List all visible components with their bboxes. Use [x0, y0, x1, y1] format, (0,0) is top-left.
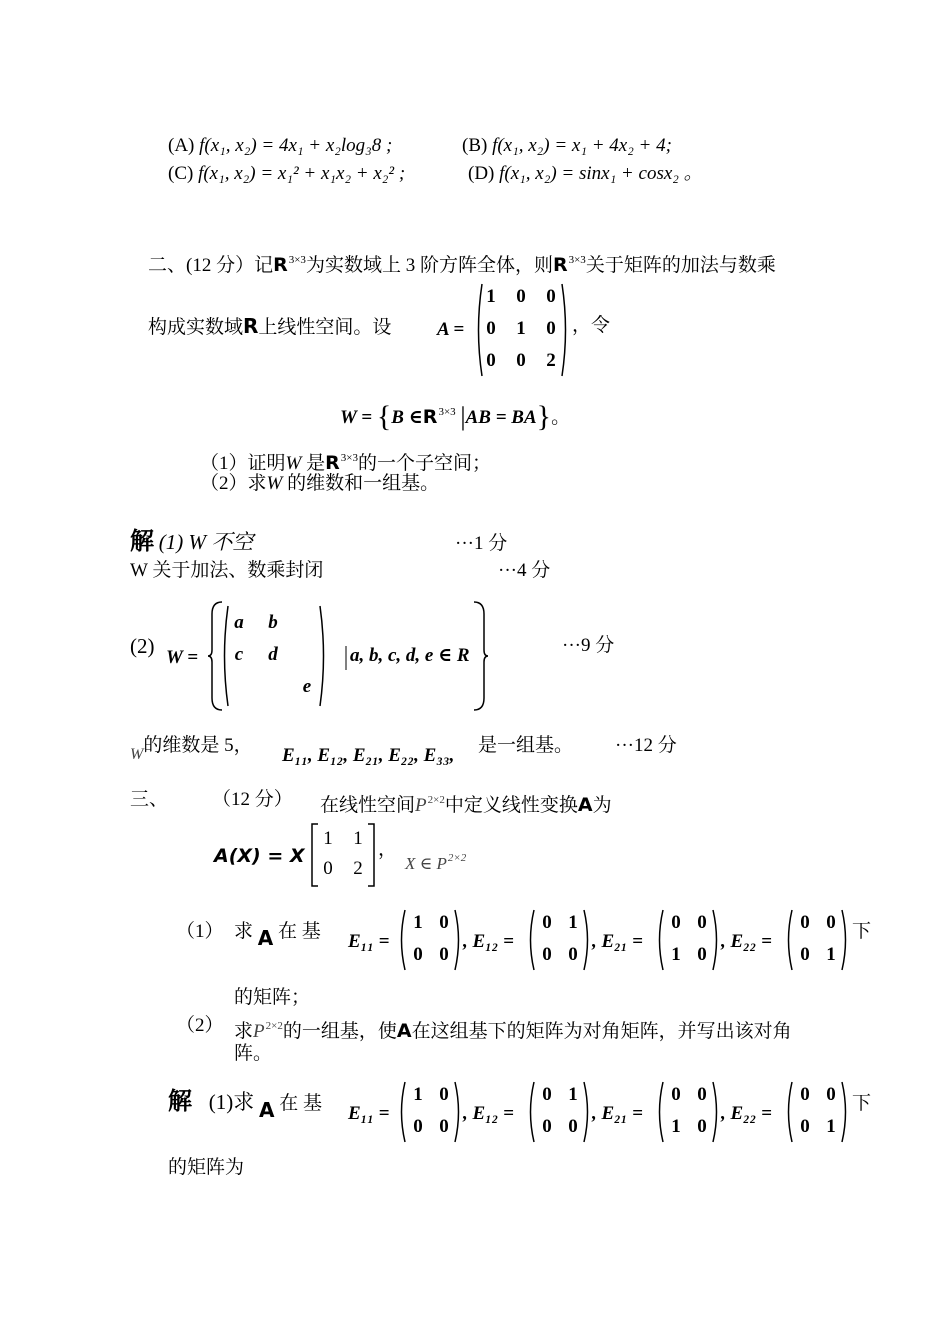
matrix-cell: 0 [516, 350, 526, 371]
dim-sup: 3×3 [340, 452, 358, 464]
sol2-basis-text: 是一组基。 [478, 735, 574, 756]
q3-item1-a: 求 [234, 921, 254, 942]
q2-line2-c: ，令 [572, 315, 611, 336]
option-c [168, 162, 405, 186]
q2-text-c: 关于矩阵的加法与数乘 [585, 255, 776, 276]
matrix-cell: 0 [486, 350, 496, 371]
matrix-cell: 0 [439, 1116, 449, 1137]
sol2-score3: ···9 分 [562, 635, 615, 656]
bar-separator: | [460, 402, 466, 431]
matrix-cell: 1 [568, 912, 578, 933]
q2-part2-b: 的维数和一组基。 [287, 473, 440, 494]
p-space-sup: 2×2 [265, 1020, 283, 1032]
e22-label: , E₂₂ = [721, 931, 772, 952]
w-general-form [208, 600, 488, 712]
q2-line2-a: 构成实数域 [148, 317, 244, 338]
transform-symbol: A [257, 926, 274, 950]
sol2-step2: W 关于加法、数乘封闭 [130, 560, 324, 581]
matrix-cell: 0 [800, 1084, 810, 1105]
e12-label: , E₁₂ = [463, 931, 514, 952]
q3-text-a: 在线性空间 [320, 795, 416, 816]
sol2-dim-text: 的维数是 5， [143, 735, 253, 756]
w-symbol: W [285, 453, 302, 474]
matrix-cell: 0 [697, 1116, 707, 1137]
sol3-step1-b: 在 基 [279, 1093, 322, 1114]
real-set-symbol: R [273, 254, 288, 276]
matrix-cell: 1 [671, 1116, 681, 1137]
q3-item2-text [234, 1014, 792, 1044]
e22-matrix [784, 908, 850, 972]
option-b-expr: f(x₁, x₂) = x₁ + 4x₂ + 4; [492, 135, 672, 156]
real-field-symbol: R [243, 314, 259, 338]
solution-label: 解 [168, 1089, 192, 1115]
e22-matrix [784, 1080, 850, 1144]
matrix-cell: 0 [546, 286, 556, 307]
q2-part2 [200, 472, 439, 496]
q2-line1 [148, 248, 776, 278]
matrix-cell: 0 [486, 318, 496, 339]
w-def-end: 。 [551, 407, 571, 428]
q3-item2-b: 的一组基，使 [282, 1021, 397, 1042]
q2-text-b: 为实数域上 3 阶方阵全体，则 [305, 255, 553, 276]
q3-item1-num: （1） [176, 921, 224, 942]
matrix-cell: 0 [546, 318, 556, 339]
q3-item2-c: 在这组基下的矩阵为对角矩阵，并写出该对角 [411, 1021, 792, 1042]
matrix-cell: 0 [542, 1116, 552, 1137]
transform-symbol: A [396, 1020, 412, 1042]
e11-label: E₁₁ = [348, 931, 390, 952]
matrix-cell: b [268, 612, 278, 633]
q3-item2-a: 求 [234, 1021, 254, 1042]
e12-matrix [526, 908, 592, 972]
matrix-a [474, 282, 570, 378]
p-space-symbol: P [253, 1021, 265, 1042]
sol3-step1 [168, 1090, 322, 1122]
map-comma: ， [378, 839, 398, 860]
matrix-cell: 2 [546, 350, 556, 371]
q3-item2-num: （2） [176, 1015, 224, 1036]
real-set-symbol: R [325, 452, 340, 474]
sol2-score4: ···12 分 [615, 735, 677, 756]
right-brace: } [536, 400, 552, 433]
w-def-cond: AB = BA [465, 407, 537, 428]
matrix-cell: 0 [671, 912, 681, 933]
matrix-cell: 1 [413, 912, 423, 933]
matrix-cell: 1 [671, 944, 681, 965]
solution-label: 解 [130, 529, 154, 555]
option-a-label: (A) [168, 135, 195, 156]
transform-symbol: A [259, 1098, 275, 1122]
matrix-cell: a [234, 612, 244, 633]
map-lhs [214, 844, 305, 869]
matrix-cell: 0 [671, 1084, 681, 1105]
sol2-step1 [130, 530, 253, 556]
dim-sup: 3×3 [568, 254, 586, 266]
matrix-cell: 0 [542, 1084, 552, 1105]
matrix-cell: c [234, 644, 244, 665]
q2-line2 [148, 314, 391, 340]
matrix-cell: 0 [697, 944, 707, 965]
p-space-symbol: P [415, 795, 427, 816]
matrix-cell: 0 [826, 912, 836, 933]
option-d [468, 162, 703, 186]
q2-part1-c: 的一个子空间； [357, 453, 491, 474]
matrix-a-label: A = [437, 319, 465, 340]
q2-part1-a: （1）证明 [200, 453, 286, 474]
matrix-cell: e [302, 676, 312, 697]
real-set-symbol: R [552, 254, 568, 276]
q3-text-c: 为 [592, 795, 612, 816]
w-symbol: W [130, 746, 144, 763]
q2-intro: 二、(12 分）记 [148, 255, 274, 276]
matrix-cell: 0 [542, 944, 552, 965]
option-a [168, 134, 392, 158]
sol2-step3-label: (2) [130, 634, 155, 658]
matrix-cell: 1 [826, 1116, 836, 1137]
e11-label: E₁₁ = [348, 1103, 390, 1124]
e12-matrix [526, 1080, 592, 1144]
w-condition: a, b, c, d, e ∈ R [350, 645, 470, 666]
below-word: 下 [852, 1093, 872, 1114]
w-def-b: B ∈ [391, 407, 423, 428]
option-c-expr: f(x₁, x₂) = x₁² + x₁x₂ + x₂² ; [198, 163, 406, 184]
q2-part2-a: （2）求 [200, 473, 267, 494]
basis-list: E₁₁, E₁₂, E₂₁, E₂₂, E₃₃, [282, 745, 455, 766]
sol2-score1: ···1 分 [455, 533, 508, 554]
matrix-cell: 1 [323, 828, 333, 849]
sol2-step4 [130, 734, 253, 767]
e21-label: , E₂₁ = [592, 931, 643, 952]
q3-intro [320, 788, 612, 818]
map-domain-text: X ∈ P [405, 854, 447, 873]
matrix-cell: 0 [800, 944, 810, 965]
matrix-cell: 0 [542, 912, 552, 933]
p-space-sup: 2×2 [427, 794, 445, 806]
e12-label: , E₁₂ = [463, 1103, 514, 1124]
q3-item1-text [234, 920, 321, 950]
e21-label: , E₂₁ = [592, 1103, 643, 1124]
matrix-cell: 0 [439, 912, 449, 933]
matrix-cell: 0 [826, 1084, 836, 1105]
q3-text-b: 中定义线性变换 [444, 795, 578, 816]
matrix-cell: 0 [413, 944, 423, 965]
sol2-w-lhs: W = [166, 647, 199, 668]
sol2-score2: ···4 分 [498, 560, 551, 581]
map-domain [405, 846, 466, 876]
matrix-cell: 1 [516, 318, 526, 339]
option-a-expr: f(x₁, x₂) = 4x₁ + x₂log₃8 ; [199, 135, 393, 156]
matrix-cell: 1 [353, 828, 363, 849]
q2-line2-b: 上线性空间。设 [258, 317, 392, 338]
q3-item1-b: 在 基 [278, 921, 321, 942]
e11-matrix [397, 1080, 463, 1144]
matrix-cell: 0 [439, 1084, 449, 1105]
e22-label: , E₂₂ = [721, 1103, 772, 1124]
q3-item2-end: 阵。 [234, 1043, 273, 1064]
q3-item1-end: 的矩阵； [234, 987, 311, 1008]
left-brace: { [376, 400, 392, 433]
matrix-cell: 0 [413, 1116, 423, 1137]
matrix-cell: 0 [697, 1084, 707, 1105]
matrix-cell: 0 [800, 912, 810, 933]
option-d-label: (D) [468, 163, 495, 184]
matrix-cell: 1 [568, 1084, 578, 1105]
option-d-expr: f(x₁, x₂) = sinx₁ + cosx₂ 。 [499, 163, 703, 184]
matrix-cell: 0 [323, 858, 333, 879]
q3-score: （12 分） [212, 789, 293, 810]
option-b [462, 134, 672, 158]
e21-matrix [655, 1080, 721, 1144]
map-matrix [310, 822, 376, 888]
q2-part1-b: 是 [306, 453, 326, 474]
real-set-symbol: R [422, 406, 438, 428]
option-c-label: (C) [168, 163, 194, 184]
e11-matrix [397, 908, 463, 972]
sol2-step1-text: (1) W 不空 [158, 530, 254, 554]
w-symbol: W [266, 473, 283, 494]
matrix-cell: 2 [353, 858, 363, 879]
matrix-cell: 0 [800, 1116, 810, 1137]
dim-sup: 3×3 [288, 254, 306, 266]
matrix-cell: 1 [413, 1084, 423, 1105]
matrix-cell: 1 [486, 286, 496, 307]
w-def-lhs: W = [340, 407, 373, 428]
dim-sup: 3×3 [438, 406, 456, 418]
e21-matrix [655, 908, 721, 972]
matrix-cell: 0 [568, 1116, 578, 1137]
matrix-cell: d [268, 644, 278, 665]
transform-symbol: A [577, 794, 593, 816]
below-word: 下 [852, 921, 872, 942]
map-expression: A(X) = X [214, 845, 305, 867]
sol3-step1-a: (1)求 [208, 1090, 255, 1114]
sol3-end: 的矩阵为 [168, 1157, 245, 1178]
matrix-cell: 0 [516, 286, 526, 307]
w-definition [340, 400, 571, 433]
matrix-cell: 1 [826, 944, 836, 965]
matrix-cell: 0 [439, 944, 449, 965]
matrix-cell: 0 [568, 944, 578, 965]
p-space-sup: 2×2 [447, 852, 467, 864]
q3-head: 三、 [130, 789, 169, 810]
matrix-cell: 0 [697, 912, 707, 933]
option-b-label: (B) [462, 135, 488, 156]
